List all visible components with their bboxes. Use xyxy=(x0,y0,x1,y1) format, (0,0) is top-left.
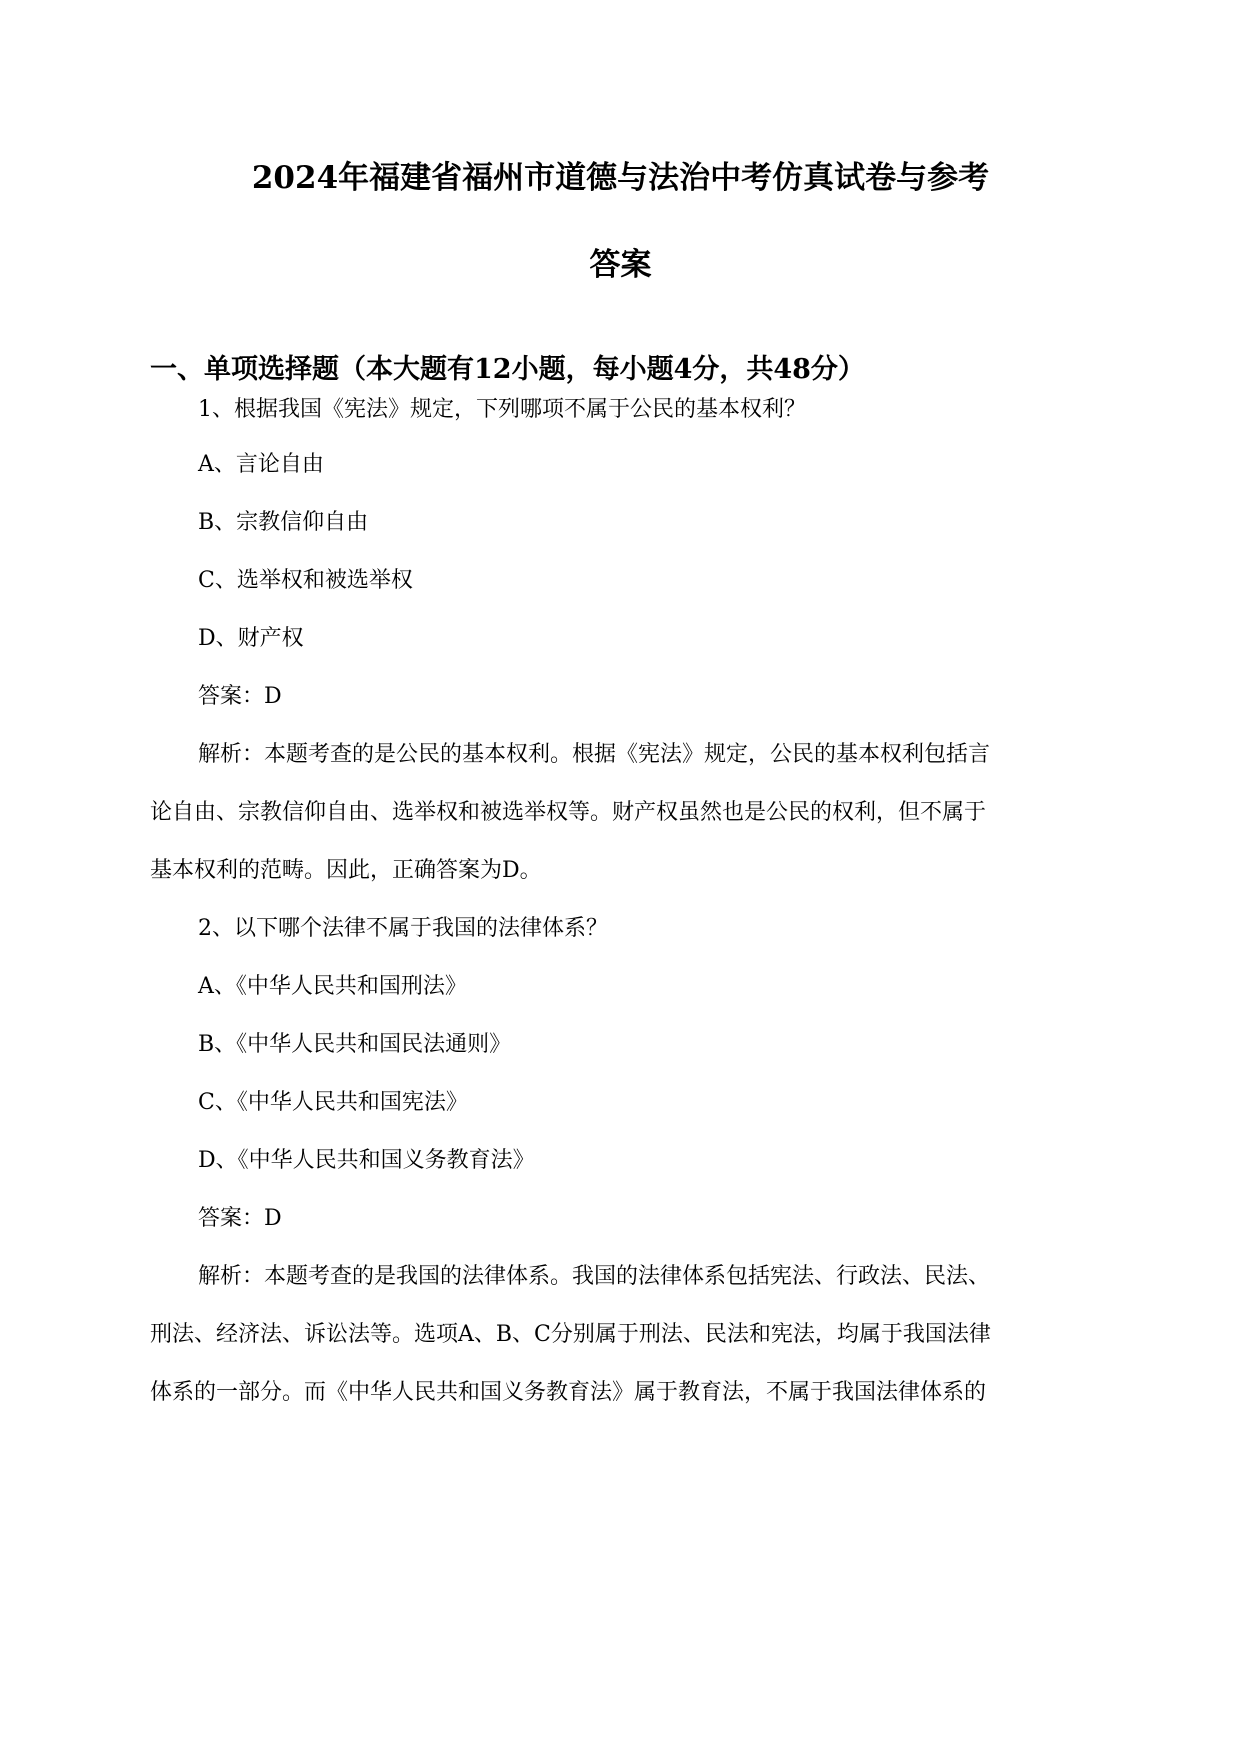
section-heading-single-choice: 一、单项选择题（本大题有12小题，每小题4分，共48分） xyxy=(150,354,865,385)
question-1-analysis-line-2: 论自由、宗教信仰自由、选举权和被选举权等。财产权虽然也是公民的权利，但不属于 xyxy=(150,800,987,825)
question-1-option-d: D、财产权 xyxy=(198,626,304,651)
question-1-option-c: C、选举权和被选举权 xyxy=(198,568,413,593)
question-1-option-b: B、宗教信仰自由 xyxy=(198,510,369,535)
question-2-option-d: D、《中华人民共和国义务教育法》 xyxy=(198,1148,535,1173)
question-2-analysis-line-1: 解析：本题考查的是我国的法律体系。我国的法律体系包括宪法、行政法、民法、 xyxy=(198,1264,991,1289)
question-2-analysis-line-3: 体系的一部分。而《中华人民共和国义务教育法》属于教育法，不属于我国法律体系的 xyxy=(150,1380,987,1405)
question-2-stem: 2、以下哪个法律不属于我国的法律体系？ xyxy=(198,916,608,941)
document-title-line-2: 答案 xyxy=(589,247,652,283)
question-2-option-b: B、《中华人民共和国民法通则》 xyxy=(198,1032,512,1057)
question-2-option-a: A、《中华人民共和国刑法》 xyxy=(198,974,467,999)
question-2-analysis-line-2: 刑法、经济法、诉讼法等。选项A、B、C分别属于刑法、民法和宪法，均属于我国法律 xyxy=(150,1322,991,1347)
question-2-option-c: C、《中华人民共和国宪法》 xyxy=(198,1090,468,1115)
question-1-answer: 答案：D xyxy=(198,684,282,709)
question-1-analysis-line-3: 基本权利的范畴。因此，正确答案为D。 xyxy=(150,858,542,883)
question-1-option-a: A、言论自由 xyxy=(198,452,324,477)
question-2-answer: 答案：D xyxy=(198,1206,282,1231)
document-title-line-1: 2024年福建省福州市道德与法治中考仿真试卷与参考 xyxy=(251,160,990,196)
question-1-analysis-line-1: 解析：本题考查的是公民的基本权利。根据《宪法》规定，公民的基本权利包括言 xyxy=(198,742,991,767)
question-1-stem: 1、根据我国《宪法》规定，下列哪项不属于公民的基本权利？ xyxy=(198,397,806,422)
